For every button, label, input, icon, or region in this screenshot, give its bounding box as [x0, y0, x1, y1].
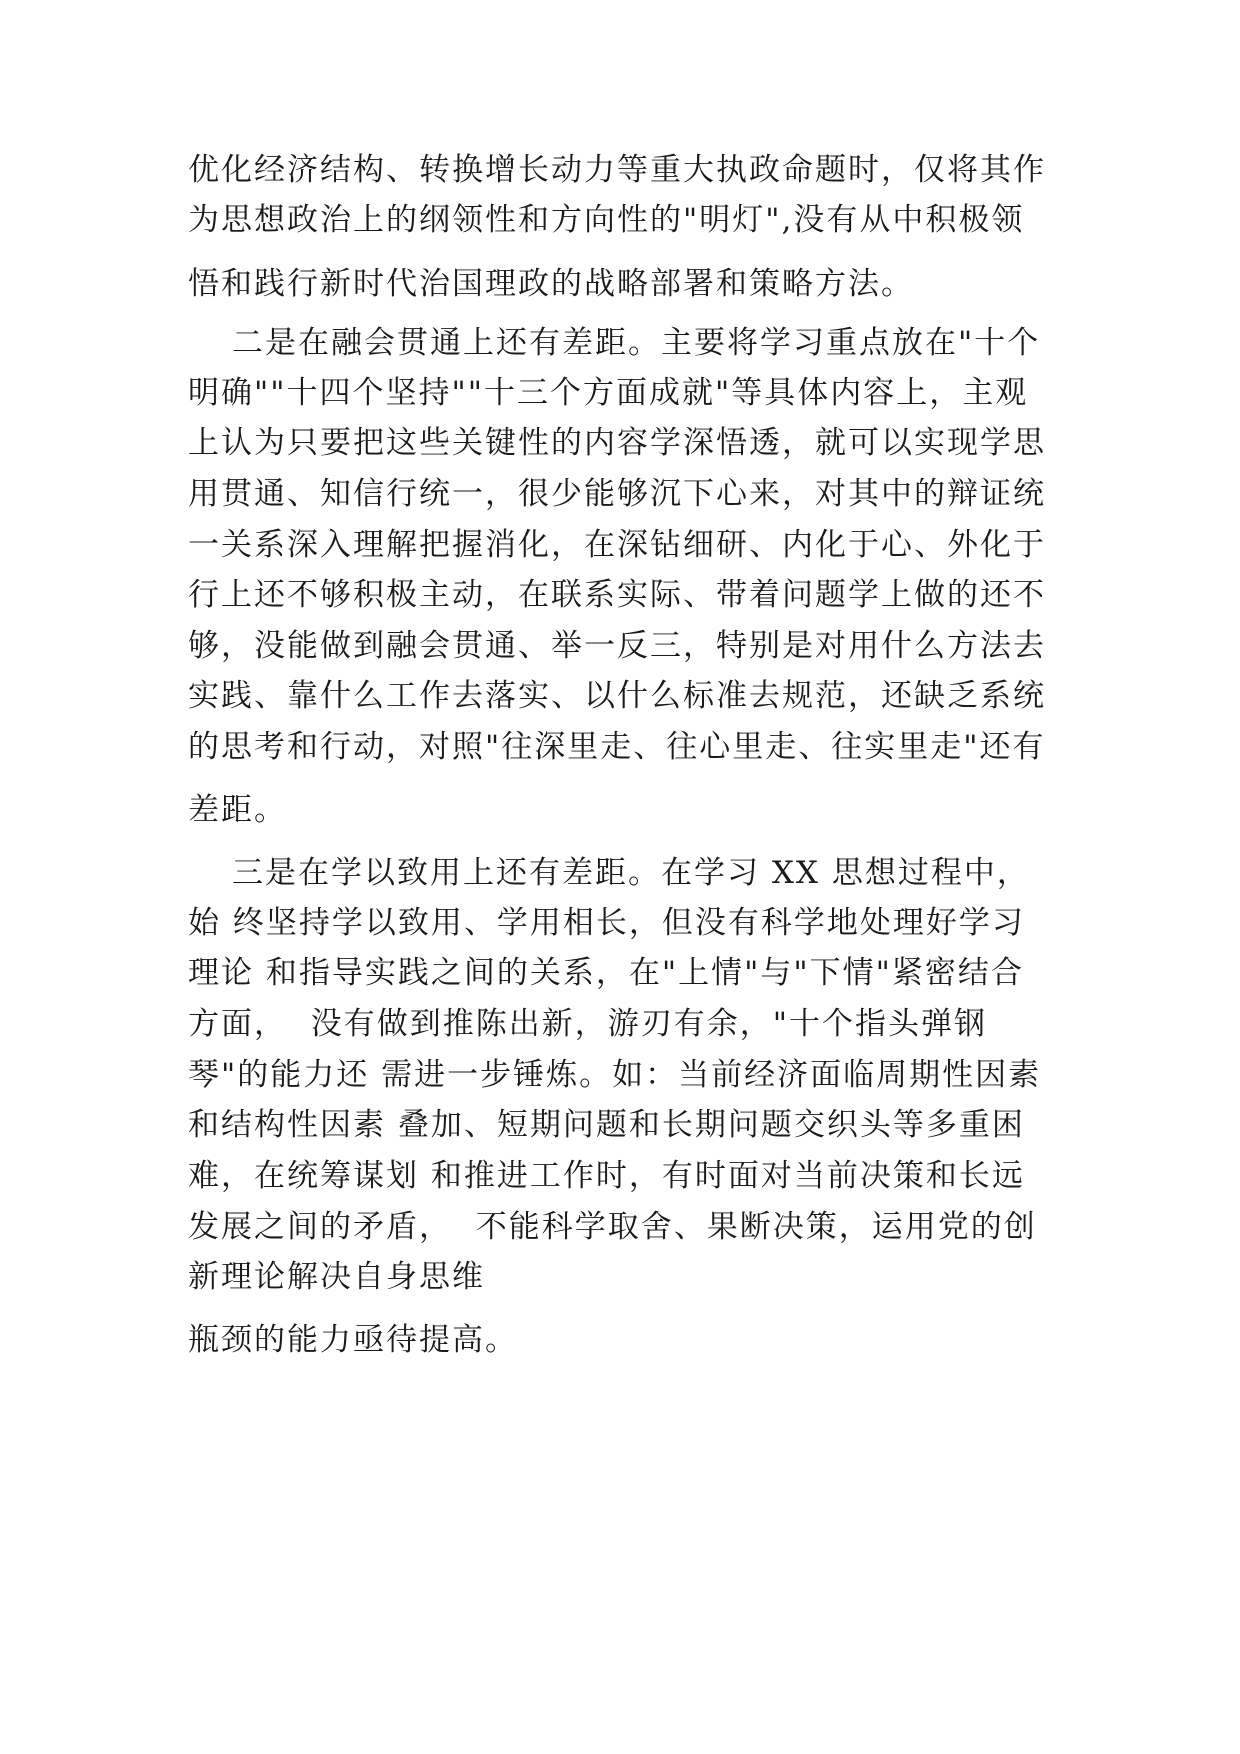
text-line: 理论 和指导实践之间的关系，在"上情"与"下情"紧密结合	[188, 955, 1024, 991]
text-line: 发展之间的矛盾， 不能科学取舍、果断决策，运用党的创	[188, 1209, 1037, 1245]
text-line: 琴"的能力还 需进一步锤炼。如：当前经济面临周期性因素	[188, 1057, 1042, 1093]
text-line: 方面， 没有做到推陈出新，游刃有余，"十个指头弹钢	[188, 1006, 987, 1042]
text-line: 明确""十四个坚持""十三个方面成就"等具体内容上，主观	[188, 375, 1029, 411]
text-line: 一关系深入理解把握消化，在深钻细研、内化于心、外化于	[188, 527, 1046, 563]
text-line: 悟和践行新时代治国理政的战略部署和策略方法。	[188, 266, 914, 302]
paragraph-3-first-line: 三是在学以致用上还有差距。在学习 XX 思想过程中，	[232, 855, 1030, 891]
text-line: 新理论解决自身思维	[188, 1259, 485, 1295]
text-line: 够，没能做到融会贯通、举一反三，特别是对用什么方法去	[188, 628, 1046, 664]
text-line: 始 终坚持学以致用、学用相长，但没有科学地处理好学习	[188, 905, 1025, 941]
text-line: 瓶颈的能力亟待提高。	[188, 1322, 518, 1358]
text-line: 上认为只要把这些关键性的内容学深悟透，就可以实现学思	[188, 425, 1046, 461]
paragraph-2-first-line: 二是在融会贯通上还有差距。主要将学习重点放在"十个	[232, 325, 1041, 361]
text-line: 的思考和行动，对照"往深里走、往心里走、往实里走"还有	[188, 729, 1046, 765]
text-line: 差距。	[188, 792, 287, 828]
text-line: 行上还不够积极主动，在联系实际、带着问题学上做的还不	[188, 577, 1046, 613]
text-line: 为思想政治上的纲领性和方向性的"明灯",没有从中积极领	[188, 202, 1025, 238]
text-line: 优化经济结构、转换增长动力等重大执政命题时，仅将其作	[188, 152, 1046, 188]
text-line: 实践、靠什么工作去落实、以什么标准去规范，还缺乏系统	[188, 678, 1046, 714]
text-line: 用贯通、知信行统一，很少能够沉下心来，对其中的辩证统	[188, 476, 1046, 512]
text-line: 难，在统筹谋划 和推进工作时，有时面对当前决策和长远	[188, 1158, 1025, 1194]
text-line: 和结构性因素 叠加、短期问题和长期问题交织头等多重困	[188, 1107, 1025, 1143]
